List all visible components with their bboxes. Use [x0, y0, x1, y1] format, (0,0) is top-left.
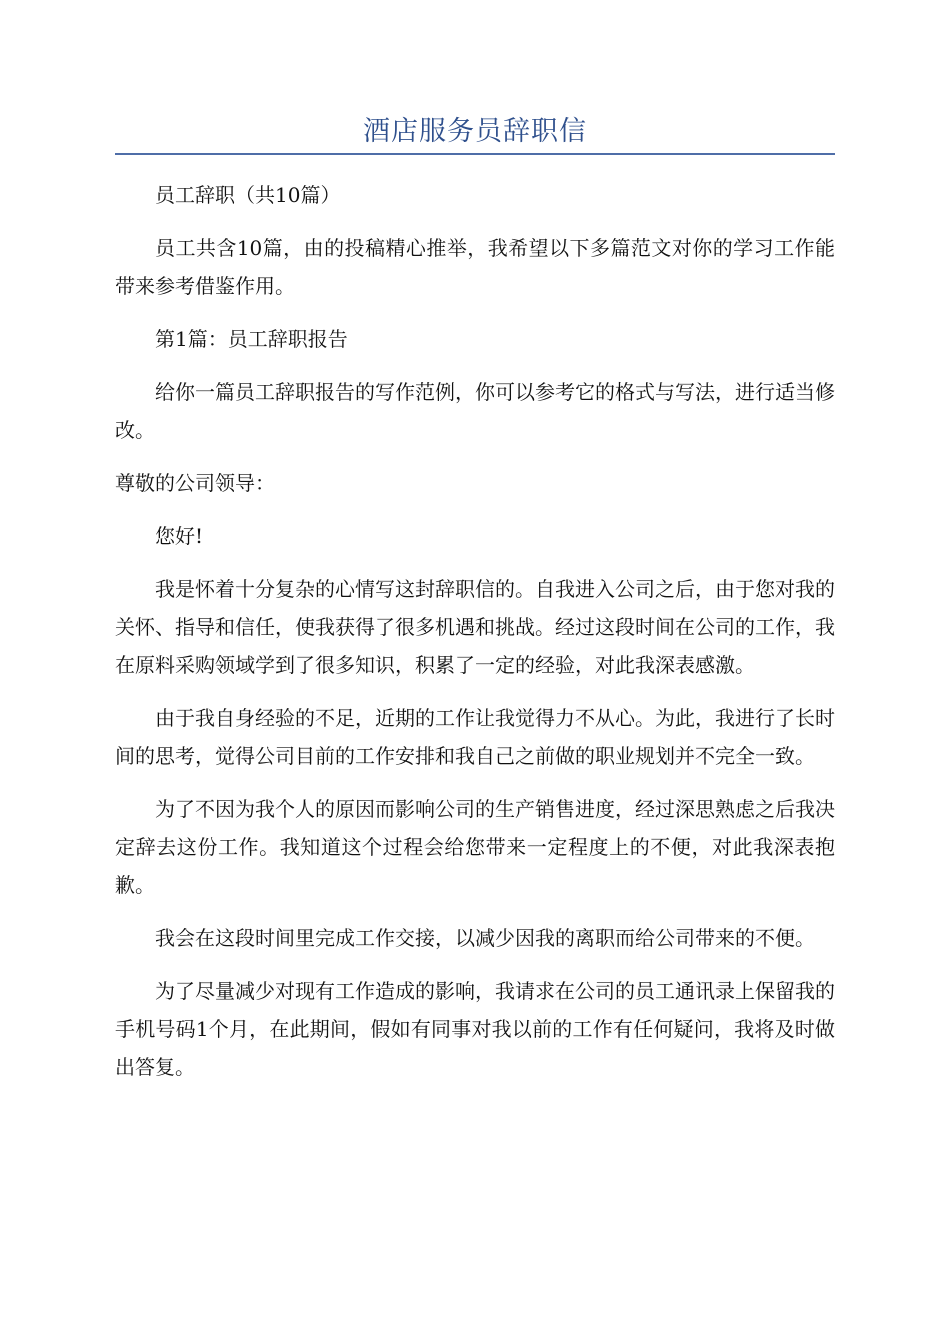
salutation: 尊敬的公司领导： — [115, 471, 275, 495]
document-title: 酒店服务员辞职信 — [363, 116, 587, 147]
paragraph: 给你一篇员工辞职报告的写作范例，你可以参考它的格式与写法，进行适当修改。 — [115, 380, 835, 442]
title-underline — [115, 153, 835, 155]
paragraph: 员工辞职（共10篇） — [155, 183, 341, 207]
paragraph: 员工共含10篇，由的投稿精心推举，我希望以下多篇范文对你的学习工作能带来参考借鉴作用。 — [115, 236, 835, 298]
paragraph: 我会在这段时间里完成工作交接，以减少因我的离职而给公司带来的不便。 — [155, 926, 815, 950]
greeting: 您好! — [155, 524, 204, 548]
paragraph: 为了尽量减少对现有工作造成的影响，我请求在公司的员工通讯录上保留我的手机号码1个月，在此期间，假如有同事对我以前的工作有任何疑问，我将及时做出答复。 — [115, 979, 835, 1079]
document-body — [115, 176, 835, 1101]
paragraph: 由于我自身经验的不足，近期的工作让我觉得力不从心。为此，我进行了长时间的思考，觉得公司目前的工作安排和我自己之前做的职业规划并不完全一致。 — [115, 706, 835, 768]
paragraph: 第1篇：员工辞职报告 — [155, 327, 348, 351]
paragraph: 为了不因为我个人的原因而影响公司的生产销售进度，经过深思熟虑之后我决定辞去这份工作。我知道这个过程会给您带来一定程度上的不便，对此我深表抱歉。 — [115, 797, 835, 897]
paragraph: 我是怀着十分复杂的心情写这封辞职信的。自我进入公司之后，由于您对我的关怀、指导和信任，使我获得了很多机遇和挑战。经过这段时间在公司的工作，我在原料采购领域学到了很多知识，积累了一定的经验，对此我深表感激。 — [115, 577, 835, 677]
